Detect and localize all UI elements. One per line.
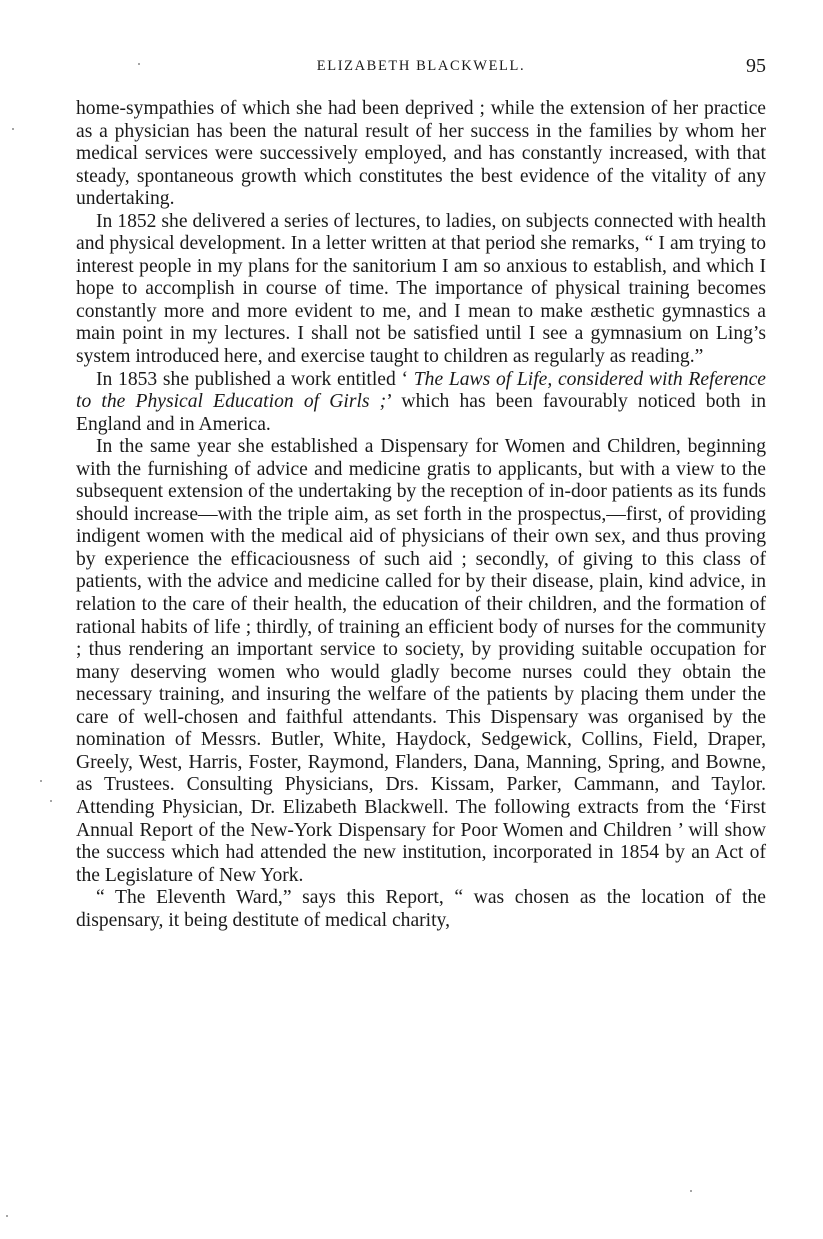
running-title: ELIZABETH BLACKWELL.	[316, 58, 526, 74]
paper-speck	[690, 1190, 692, 1192]
paper-speck	[6, 1215, 8, 1217]
paper-speck	[40, 780, 42, 782]
paragraph-text: ’ which has been favourably noticed both in England and in America.	[76, 391, 766, 435]
paragraph-text: “ The Eleventh Ward,” says this Report, “ was chosen as the location of the dispensary, it being destitute of medical charity,	[76, 887, 766, 931]
paragraph-text: In 1852 she delivered a series of lectures, to ladies, on subjects connected with health and physical development. In a letter written at that period she remarks, “ I am trying to interest people in my plans for the sanitorium I am so anxious to establish, and which I hope to accomplish in course of time. The importance of physical training becomes constantly more and more evident to me, and I mean to make æsthetic gymnastics a main point in my lectures. I shall not be satisfied until I see a gymnasium on Ling’s system introduced here, and exercise taught to children as regularly as reading.”	[76, 210, 766, 368]
paper-speck	[12, 128, 14, 130]
paragraph-text: home-sympathies of which she had been deprived ; while the extension of her practice as a physician has been the natural result of her success in the families by whom her medical services were successively employed, and has constantly increased, with that steady, spontaneous growth which constitutes the best evidence of the vitality of any undertaking.	[76, 98, 766, 210]
paragraph-3	[76, 369, 766, 437]
page-number: 95	[746, 55, 766, 77]
paragraph-2	[76, 211, 766, 369]
book-title: The Laws of Life, considered with Reference to the Physical Education of Girls ;	[76, 368, 766, 413]
page-header	[76, 55, 766, 85]
body-text	[76, 98, 766, 932]
paragraph-text: In 1853 she published a work entitled ‘	[96, 368, 414, 390]
paragraph-4	[76, 436, 766, 887]
paragraph-1	[76, 98, 766, 211]
paper-speck	[138, 63, 140, 65]
paper-speck	[50, 800, 52, 802]
paragraph-text: In the same year she established a Dispensary for Women and Children, beginning with the furnishing of advice and medicine gratis to applicants, but with a view to the subsequent extension of the undertaking by the reception of in-door patients as its funds should increase—with the triple aim, as set forth in the prospectus,—first, of providing indigent women with the medical aid of physicians of their own sex, and thus proving by experience the efficaciousness of such aid ; secondly, of giving to this class of patients, with the advice and medicine called for by their disease, plain, kind advice, in relation to the care of their health, the education of their children, and the formation of rational habits of life ; thirdly, of training an efficient body of nurses for the community ; thus rendering an important service to society, by providing suitable occupation for many deserving women who would gladly become nurses could they obtain the necessary training, and insuring the welfare of the patients by placing them under the care of well-chosen and faithful attendants. This Dispensary was organised by the nomination of Messrs. Butler, White, Haydock, Sedgewick, Collins, Field, Draper, Greely, West, Harris, Foster, Raymond, Flanders, Dana, Manning, Spring, and Bowne, as Trustees. Consulting Physicians, Drs. Kissam, Parker, Cammann, and Taylor. Attending Physician, Dr. Elizabeth Blackwell. The following extracts from the ‘First Annual Report of the New-York Dispensary for Poor Women and Children ’ will show the success which had attended the new institution, incorporated in 1854 by an Act of the Legislature of New York.	[76, 436, 766, 886]
paragraph-5	[76, 887, 766, 932]
